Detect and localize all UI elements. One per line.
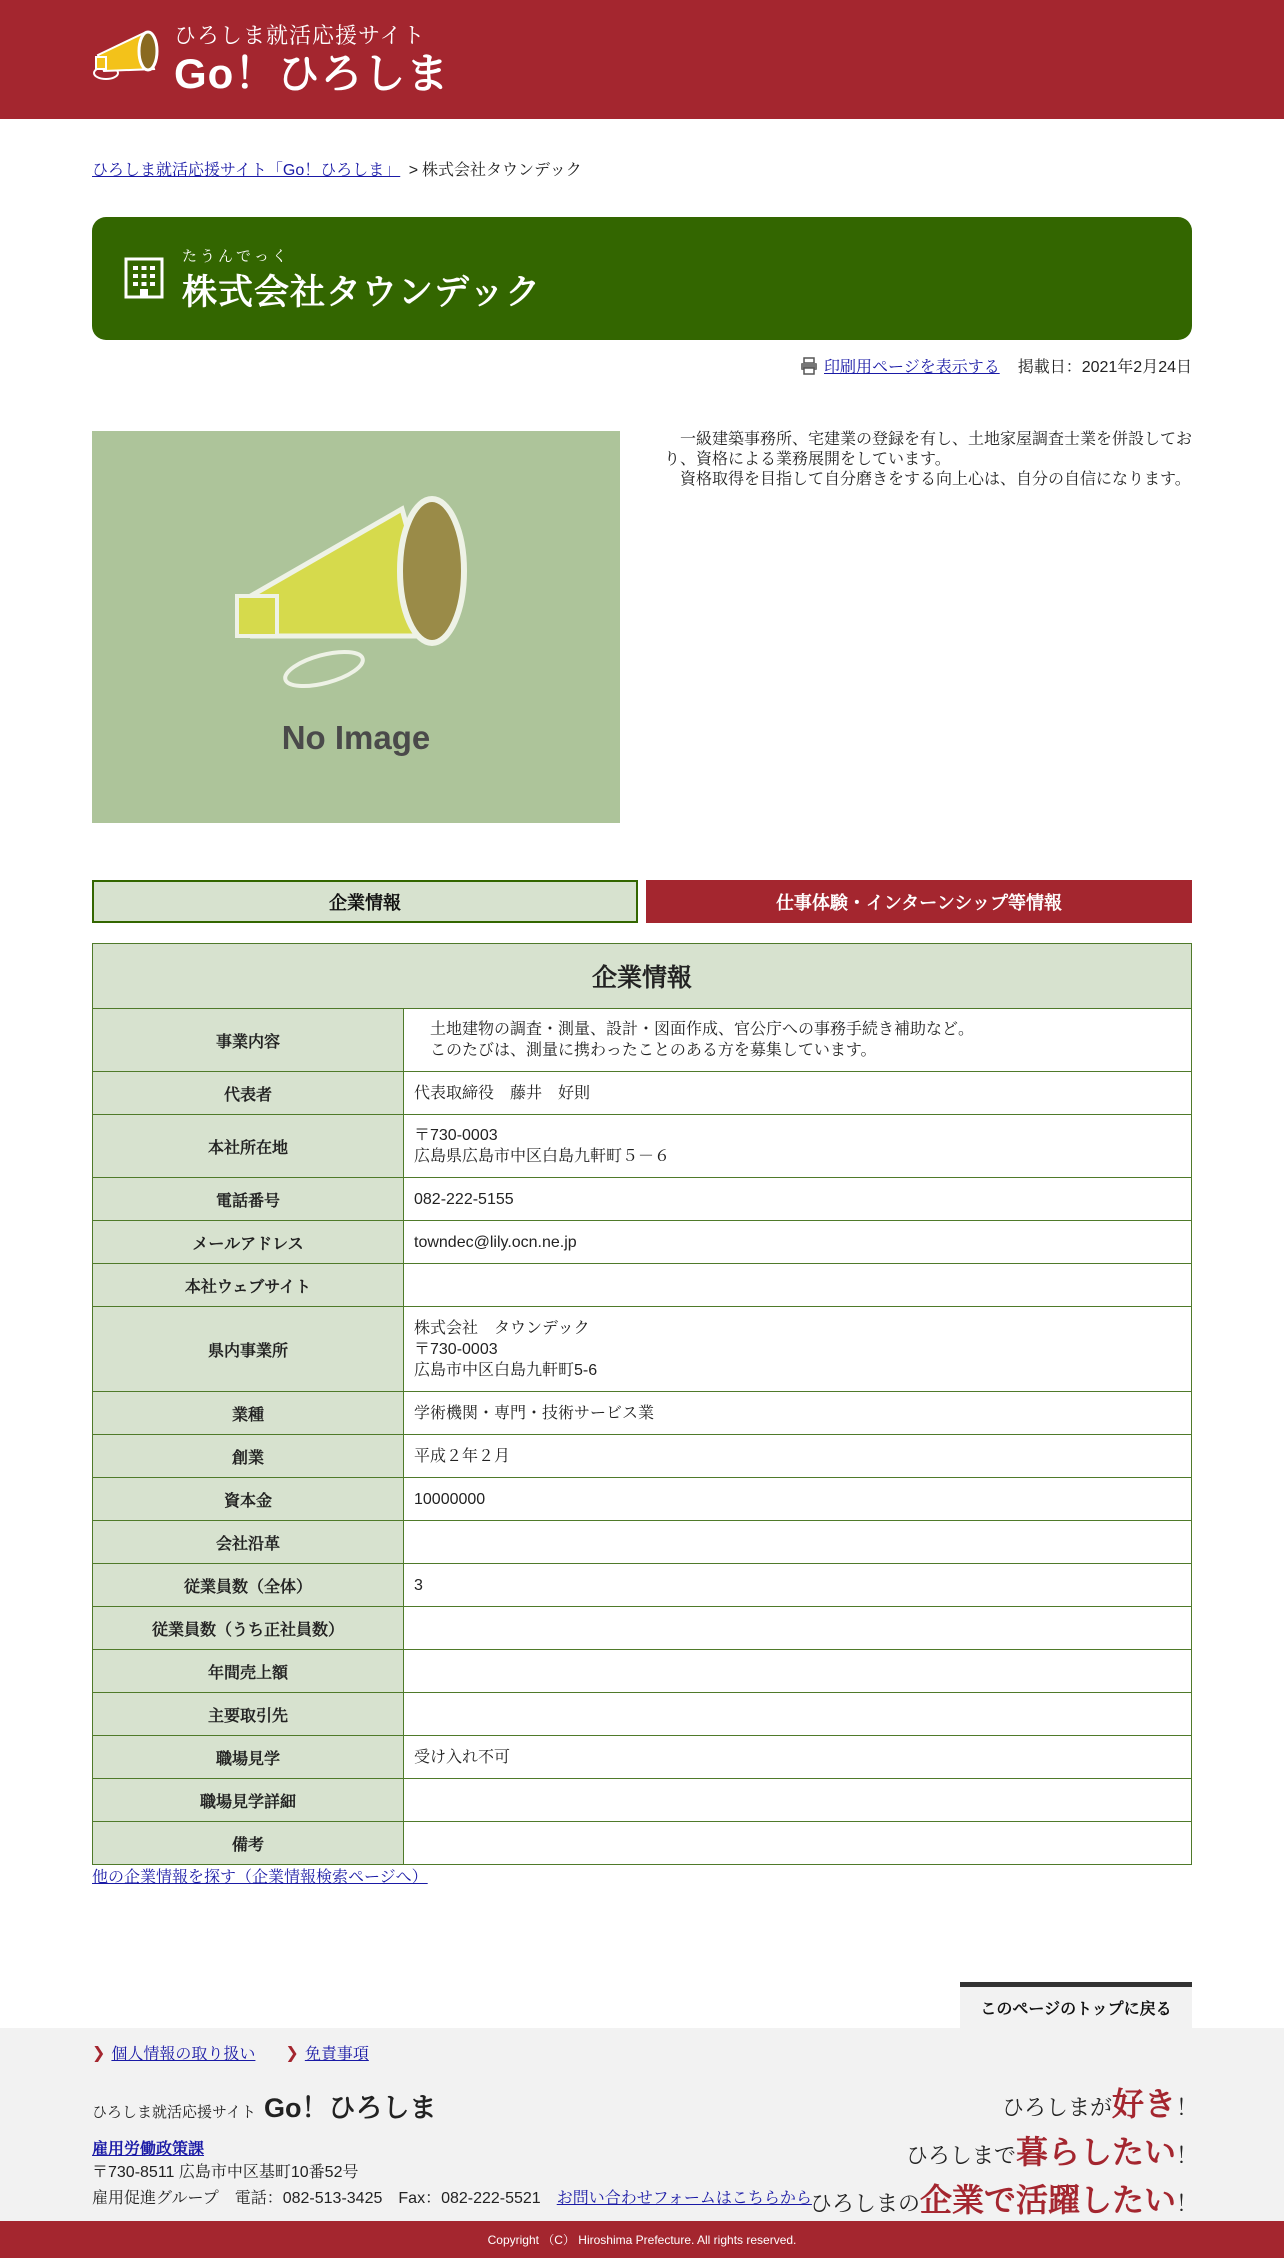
footer-site-title: Go！ひろしま xyxy=(263,2093,437,2123)
row-label: 代表者 xyxy=(93,1072,404,1115)
building-icon xyxy=(124,257,164,299)
row-label: 従業員数（うち正社員数） xyxy=(93,1607,404,1650)
row-value xyxy=(404,1264,1192,1307)
table-row xyxy=(93,1009,1192,1072)
back-to-top-button[interactable]: このページのトップに戻る xyxy=(960,1982,1192,2028)
table-row xyxy=(93,1392,1192,1435)
row-label: 従業員数（全体） xyxy=(93,1564,404,1607)
table-row xyxy=(93,1822,1192,1865)
row-value-line: 代表取締役 藤井 好則 xyxy=(414,1084,591,1102)
footer-site-subtitle: ひろしま就活応援サイト xyxy=(92,2104,256,2121)
company-intro xyxy=(664,430,1192,490)
table-row xyxy=(93,1478,1192,1521)
footer-links xyxy=(92,2041,399,2064)
row-value-line: 学術機関・専門・技術サービス業 xyxy=(414,1404,655,1422)
footer-fax: Fax：082-222-5521 xyxy=(398,2190,541,2207)
table-row xyxy=(93,1779,1192,1822)
row-value-line: このたびは、測量に携わったことのある方を募集しています。 xyxy=(430,1042,877,1059)
row-label: 主要取引先 xyxy=(93,1693,404,1736)
row-value xyxy=(404,1564,1192,1607)
row-value xyxy=(404,1779,1192,1822)
row-value xyxy=(404,1693,1192,1736)
intro-line-1: 一級建築事務所、宅建業の登録を有し、土地家屋調査士業を併設しており、資格による業務展開をしています。 xyxy=(664,431,1193,468)
row-value xyxy=(404,1307,1192,1392)
site-title: Go！ひろしま xyxy=(174,50,450,97)
table-row xyxy=(93,1072,1192,1115)
row-value-line[interactable]: towndec@lily.ocn.ne.jp xyxy=(414,1233,577,1251)
table-row xyxy=(93,1564,1192,1607)
footer-tel: 電話：082-513-3425 xyxy=(234,2190,383,2207)
row-value xyxy=(404,1650,1192,1693)
chevron-right-icon: ❯ xyxy=(92,2044,106,2062)
breadcrumb-home-link[interactable]: ひろしま就活応援サイト「Go！ひろしま」 xyxy=(92,162,401,179)
row-value xyxy=(404,1478,1192,1521)
table-row xyxy=(93,1435,1192,1478)
row-value-line: 広島市中区白島九軒町5-6 xyxy=(414,1361,598,1379)
company-name-ruby: たうんでっく xyxy=(182,248,291,265)
megaphone-icon xyxy=(92,25,164,95)
footer-site-name xyxy=(92,2086,436,2125)
row-value xyxy=(404,1115,1192,1178)
row-label: 県内事業所 xyxy=(93,1307,404,1392)
row-value xyxy=(404,1392,1192,1435)
contact-form-link[interactable]: お問い合わせフォームはこちらから xyxy=(556,2190,812,2207)
row-value xyxy=(404,1607,1192,1650)
row-label: 事業内容 xyxy=(93,1009,404,1072)
search-other-companies-link[interactable]: 他の企業情報を探す（企業情報検索ページへ） xyxy=(92,1869,428,1886)
row-value xyxy=(404,1521,1192,1564)
row-value-line: 10000000 xyxy=(414,1490,486,1508)
row-label: 会社沿革 xyxy=(93,1521,404,1564)
table-caption: 企業情報 xyxy=(93,944,1192,1009)
row-value-line: 受け入れ不可 xyxy=(414,1748,511,1766)
row-label: 職場見学詳細 xyxy=(93,1779,404,1822)
table-row xyxy=(93,1178,1192,1221)
row-value-line: 〒730-0003 xyxy=(414,1340,498,1358)
row-value-line: 株式会社 タウンデック xyxy=(414,1319,590,1337)
breadcrumb xyxy=(92,157,582,180)
row-label: 職場見学 xyxy=(93,1736,404,1779)
table-row xyxy=(93,1307,1192,1392)
intro-line-2: 資格取得を目指して自分磨きをする向上心は、自分の自信になります。 xyxy=(680,471,1191,488)
row-label: メールアドレス xyxy=(93,1221,404,1264)
slogan-2: ひろしまで暮らしたい！ xyxy=(905,2134,1198,2170)
table-row xyxy=(93,1521,1192,1564)
row-label: 備考 xyxy=(93,1822,404,1865)
printer-icon xyxy=(800,357,818,375)
row-label: 資本金 xyxy=(93,1478,404,1521)
row-label: 電話番号 xyxy=(93,1178,404,1221)
print-row xyxy=(800,354,1192,377)
privacy-link[interactable]: 個人情報の取り扱い xyxy=(111,2046,256,2063)
footer-group: 雇用促進グループ xyxy=(92,2190,219,2207)
row-value-line: 土地建物の調査・測量、設計・図面作成、官公庁への事務手続き補助など。 xyxy=(430,1021,975,1038)
row-label: 創業 xyxy=(93,1435,404,1478)
department-link[interactable]: 雇用労働政策課 xyxy=(92,2141,205,2158)
footer-slogans xyxy=(810,2082,1198,2226)
row-value-line: 082-222-5155 xyxy=(414,1190,514,1208)
breadcrumb-separator: > xyxy=(408,162,419,179)
row-label: 本社所在地 xyxy=(93,1115,404,1178)
table-row xyxy=(93,1221,1192,1264)
row-value xyxy=(404,1009,1192,1072)
row-value-line: 広島県広島市中区白島九軒町５－６ xyxy=(414,1148,671,1165)
post-date: 掲載日：2021年2月24日 xyxy=(1017,359,1192,376)
company-image-placeholder xyxy=(92,431,620,823)
table-row xyxy=(93,1736,1192,1779)
row-value xyxy=(404,1822,1192,1865)
table-row xyxy=(93,1115,1192,1178)
table-row xyxy=(93,1264,1192,1307)
row-value-line: 3 xyxy=(414,1576,423,1594)
site-logo[interactable] xyxy=(92,22,449,98)
site-footer xyxy=(0,2028,1284,2221)
row-label: 本社ウェブサイト xyxy=(93,1264,404,1307)
row-label: 年間売上額 xyxy=(93,1650,404,1693)
tab-company-info[interactable]: 企業情報 xyxy=(92,880,638,923)
company-info-table xyxy=(92,943,1192,1865)
slogan-3: ひろしまの企業で活躍したい！ xyxy=(809,2182,1198,2218)
table-row xyxy=(93,1693,1192,1736)
page-title: 株式会社タウンデック xyxy=(182,273,542,312)
row-value xyxy=(404,1736,1192,1779)
print-page-link[interactable]: 印刷用ページを表示する xyxy=(824,359,1000,376)
row-value xyxy=(404,1435,1192,1478)
disclaimer-link[interactable]: 免責事項 xyxy=(304,2046,369,2063)
row-value xyxy=(404,1221,1192,1264)
slogan-1: ひろしまが好き！ xyxy=(1001,2086,1198,2122)
row-label: 業種 xyxy=(93,1392,404,1435)
copyright-bar: Copyright （C） Hiroshima Prefecture. All rights reserved. xyxy=(0,2221,1284,2258)
company-title-bar xyxy=(92,217,1192,340)
row-value-line: 〒730-0003 xyxy=(414,1127,498,1144)
site-header xyxy=(0,0,1284,119)
no-image-label: No Image xyxy=(281,719,431,756)
footer-address: 〒730-8511 広島市中区基町10番52号 xyxy=(92,2164,359,2181)
no-image-megaphone-icon xyxy=(92,431,620,823)
footer-contact xyxy=(92,2185,812,2208)
chevron-right-icon: ❯ xyxy=(285,2044,299,2062)
table-row xyxy=(93,1650,1192,1693)
row-value-line: 平成２年２月 xyxy=(414,1447,511,1465)
breadcrumb-current: 株式会社タウンデック xyxy=(422,162,582,179)
row-value xyxy=(404,1072,1192,1115)
table-row xyxy=(93,1607,1192,1650)
row-value xyxy=(404,1178,1192,1221)
tab-internship-info[interactable]: 仕事体験・インターンシップ等情報 xyxy=(646,880,1192,923)
site-subtitle: ひろしま就活応援サイト xyxy=(174,23,426,48)
